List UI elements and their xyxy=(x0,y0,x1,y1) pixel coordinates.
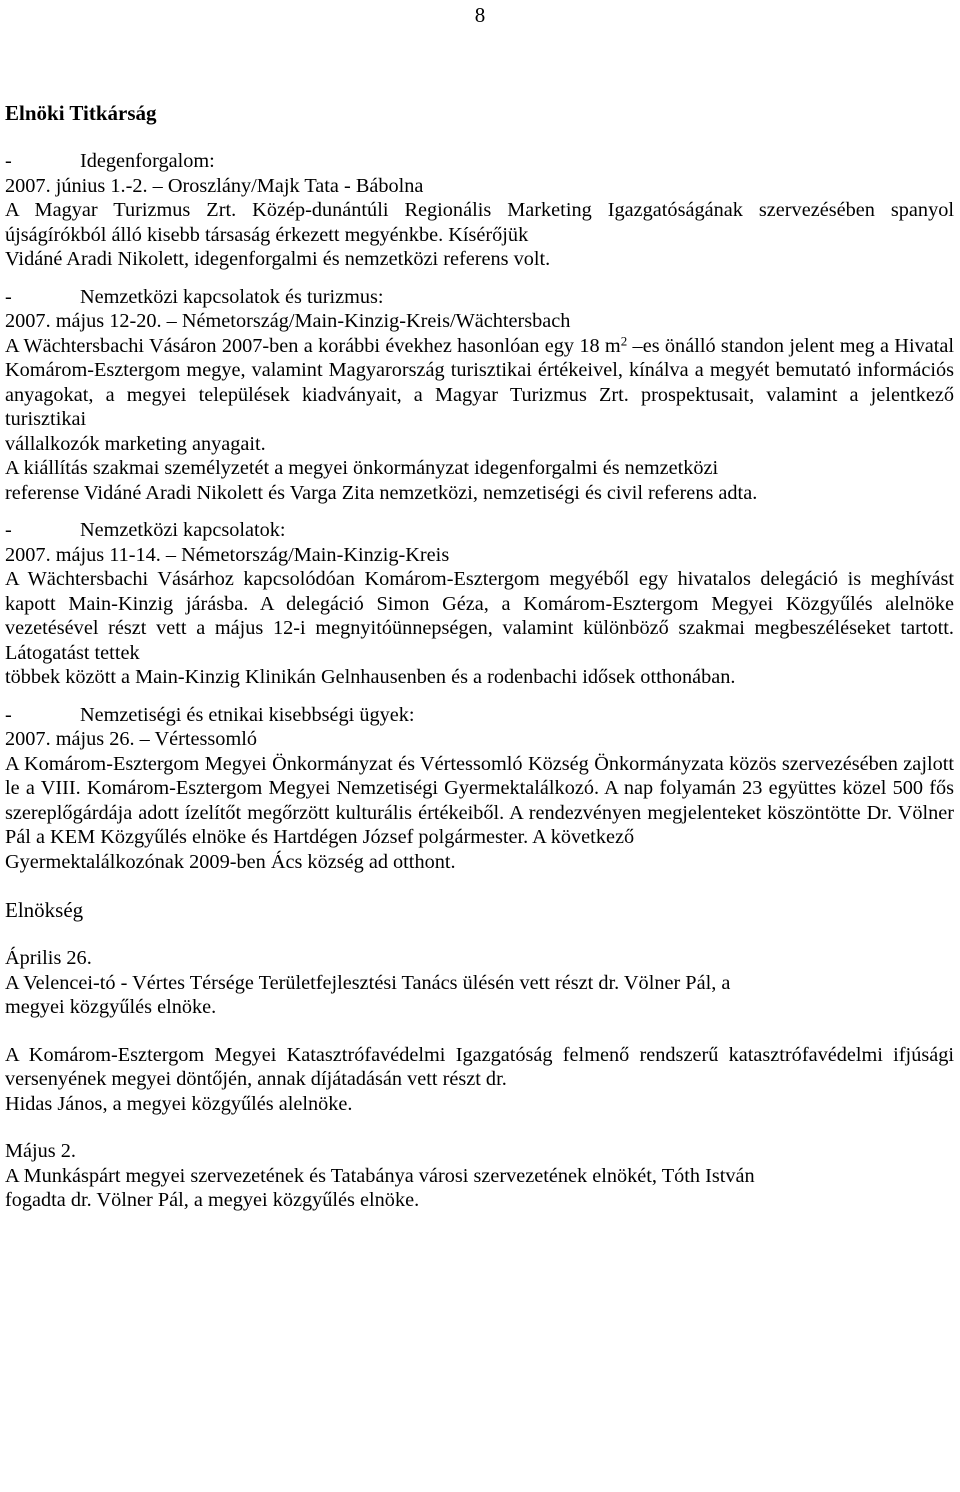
document-body xyxy=(5,100,954,1213)
subsection-title xyxy=(5,149,954,174)
event-date-line: 2007. május 11-14. – Németország/Main-Kinzig-Kreis xyxy=(5,543,450,566)
subsection-title-text: Idegenforgalom: xyxy=(80,150,215,172)
presidency-entry-3 xyxy=(5,1139,954,1213)
page-number: 8 xyxy=(474,3,486,27)
presidency-entry-2 xyxy=(5,1043,954,1117)
section-tourism xyxy=(5,149,954,272)
paragraph-end: vállalkozók marketing anyagait. xyxy=(5,432,266,455)
entry-date: Április 26. xyxy=(5,947,92,969)
event-date-line: 2007. május 12-20. – Németország/Main-Kinzig-Kreis/Wächtersbach xyxy=(5,310,571,332)
subsection-title xyxy=(5,518,954,543)
presidency-entry-1 xyxy=(5,946,954,1020)
paragraph: A Wächtersbachi Vásárhoz kapcsolódóan Komárom-Esztergom megyéből egy hivatalos delegáció is meghívást kapott Main-Kinzig járásba. A delegáció Simon Géza, a Komárom-Esztergom Megyei Közgyűlés alelnöke vezetésével részt vett a május 12-i megnyitóünnepségen, valamint különböző szakmai megbeszéléseket tartott. Látogatást tettek xyxy=(5,568,954,664)
section-minority xyxy=(5,703,954,875)
paragraph: A Munkáspárt megyei szervezetének és Tatabánya városi szervezetének elnökét, Tóth István xyxy=(5,1164,755,1187)
paragraph xyxy=(5,334,954,432)
paragraph: A Velencei-tó - Vértes Térsége Területfejlesztési Tanács ülésén vett részt dr. Völner Pál, a xyxy=(5,971,731,994)
paragraph-end: Hidas János, a megyei közgyűlés alelnöke. xyxy=(5,1092,353,1115)
event-date-line: 2007. május 26. – Vértessomló xyxy=(5,728,258,750)
subsection-title xyxy=(5,285,954,310)
paragraph-end: referense Vidáné Aradi Nikolett és Varga Zita nemzetközi, nemzetiségi és civil referens adta. xyxy=(5,481,758,504)
paragraph: A Magyar Turizmus Zrt. Közép-dunántúli Regionális Marketing Igazgatóságának szervezésében spanyol újságírókból álló kisebb társaság érkezett megyénkbe. Kísérőjük xyxy=(5,199,954,246)
section-heading-elnoki-titkarsag: Elnöki Titkárság xyxy=(5,101,157,125)
paragraph: A kiállítás szakmai személyzetét a megyei önkormányzat idegenforgalmi és nemzetközi xyxy=(5,457,719,479)
subsection-title-text: Nemzetközi kapcsolatok és turizmus: xyxy=(80,285,384,308)
paragraph-end: Vidáné Aradi Nikolett, idegenforgalmi és nemzetközi referens volt. xyxy=(5,248,551,270)
paragraph: A Komárom-Esztergom Megyei Önkormányzat és Vértessomló Község Önkormányzata közös szervezésében zajlott le a VIII. Komárom-Esztergom Megyei Nemzetiségi Gyermektalálkozó. A nap folyamán 23 együttes közel 500 fős szereplőgárdája adott ízelítőt megőrzött kulturális értékeiből. A rendezvényen megjelenteket köszöntötte Dr. Völner Pál a KEM Közgyűlés elnöke és Hartdégen József polgármester. A következő xyxy=(5,752,954,848)
paragraph-text: A Wächtersbachi Vásáron 2007-ben a korábbi évekhez hasonlóan egy 18 m xyxy=(5,334,621,357)
subsection-title-text: Nemzetközi kapcsolatok: xyxy=(80,519,286,541)
list-dash: - xyxy=(5,519,12,541)
section-heading-elnokseg: Elnökség xyxy=(5,898,84,922)
list-dash: - xyxy=(5,285,12,308)
paragraph-end: megyei közgyűlés elnöke. xyxy=(5,996,217,1018)
paragraph-end: többek között a Main-Kinzig Klinikán Gelnhausenben és a rodenbachi idősek otthonában. xyxy=(5,666,736,688)
list-dash: - xyxy=(5,150,12,172)
paragraph-end: Gyermektalálkozónak 2009-ben Ács község ad otthont. xyxy=(5,850,456,873)
superscript: 2 xyxy=(620,333,628,348)
section-intl xyxy=(5,518,954,690)
subsection-title xyxy=(5,703,954,728)
paragraph-text: –es önálló standon jelent meg a Hivatal Komárom-Esztergom megye, valamint Magyarország turisztikai értékeivel, kínálva a megyét bemutató információs anyagokat, a megyei települések kiadványait, a Magyar Turizmus Zrt. prospektusait, valamint a jelentkező turisztikai xyxy=(5,334,955,430)
paragraph: A Komárom-Esztergom Megyei Katasztrófavédelmi Igazgatóság felmenő rendszerű katasztrófavédelmi ifjúsági versenyének megyei döntőjén, annak díjátadásán vett részt dr. xyxy=(5,1043,954,1090)
list-dash: - xyxy=(5,703,12,726)
event-date-line: 2007. június 1.-2. – Oroszlány/Majk Tata - Bábolna xyxy=(5,174,424,197)
entry-date: Május 2. xyxy=(5,1140,76,1162)
section-intl-tourism xyxy=(5,285,954,506)
subsection-title-text: Nemzetiségi és etnikai kisebbségi ügyek: xyxy=(80,703,415,726)
paragraph-end: fogadta dr. Völner Pál, a megyei közgyűlés elnöke. xyxy=(5,1189,420,1211)
